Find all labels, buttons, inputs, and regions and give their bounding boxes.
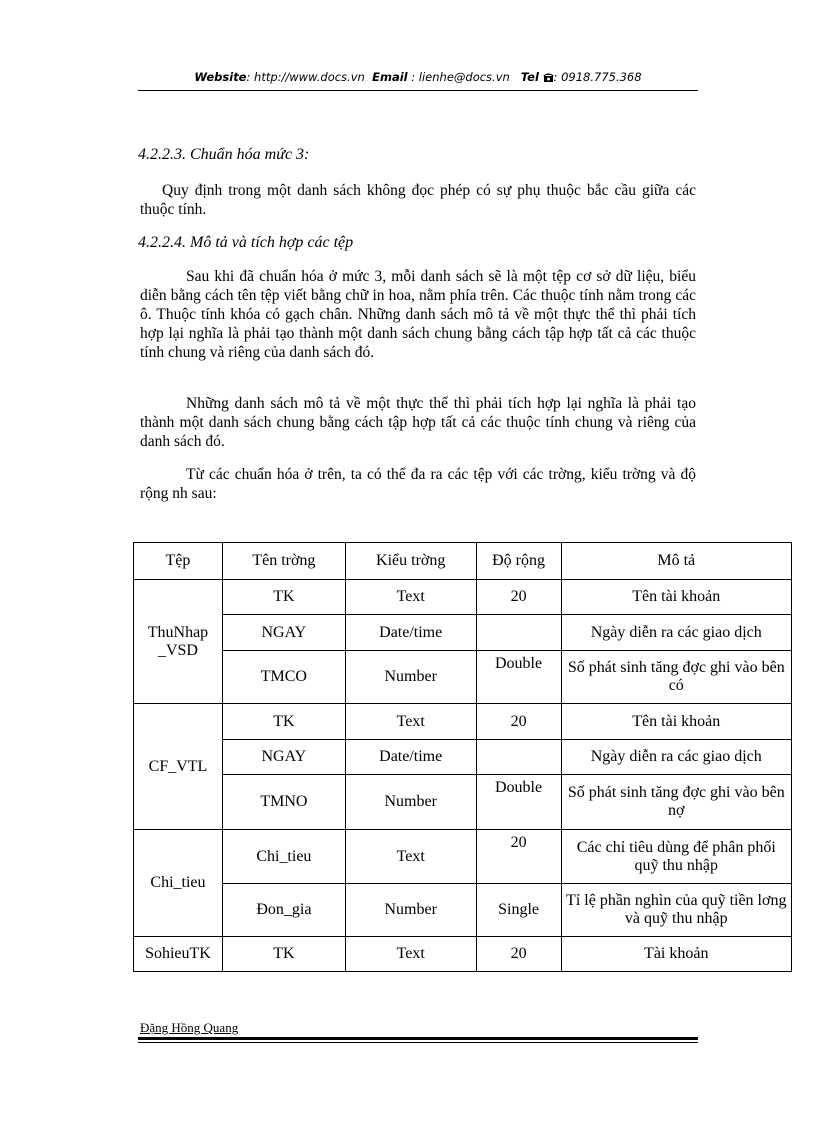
email-label: Email bbox=[372, 70, 408, 84]
description-cell: Tên tài khoản bbox=[561, 580, 791, 615]
email-value: : lienhe@docs.vn bbox=[411, 70, 510, 84]
field-name-cell: TK bbox=[222, 937, 345, 972]
field-name-cell: TMNO bbox=[222, 775, 345, 830]
field-name-cell: TK bbox=[222, 704, 345, 740]
description-cell: Số phát sinh tăng đợc ghi vào bên có bbox=[561, 651, 791, 704]
page-header bbox=[138, 70, 698, 84]
paragraph-1: Sau khi đã chuẩn hóa ở mức 3, mỗi danh sách sẽ là một tệp cơ sở dữ liệu, biểu diễn bằng cách tên tệp viết bằng chữ in hoa, nằm phía trên. Các thuộc tính nằm trong các ô. Thuộc tính khóa có gạch chân. Những danh sách mô tả về một thực thể thì phải tích hợp lại nghĩa là phải tạo thành một danh sách chung bằng cách tập hợp tất cả các thuộc tính chung và riêng của danh sách đó. bbox=[140, 268, 696, 361]
width-cell: 20 bbox=[476, 937, 561, 972]
file-name-cell: SohieuTK bbox=[134, 937, 223, 972]
field-type-cell: Number bbox=[345, 651, 476, 704]
field-name-cell: TMCO bbox=[222, 651, 345, 704]
file-name-cell: CF_VTL bbox=[134, 704, 223, 830]
field-type-cell: Number bbox=[345, 884, 476, 937]
width-cell: 20 bbox=[476, 830, 561, 884]
table-row bbox=[134, 704, 792, 740]
width-cell bbox=[476, 615, 561, 651]
table-row bbox=[134, 884, 792, 937]
field-name-cell: TK bbox=[222, 580, 345, 615]
author-footer: Đặng Hồng Quang bbox=[140, 1020, 239, 1035]
table-row bbox=[134, 651, 792, 704]
header-cell-description: Mô tả bbox=[561, 543, 791, 580]
field-type-cell: Text bbox=[345, 704, 476, 740]
description-cell: Số phát sinh tăng đợc ghi vào bên nợ bbox=[561, 775, 791, 830]
field-name-cell: Chi_tieu bbox=[222, 830, 345, 884]
file-name-cell: Chi_tieu bbox=[134, 830, 223, 937]
field-name-cell: NGAY bbox=[222, 740, 345, 775]
file-name-cell: ThuNhap _VSD bbox=[134, 580, 223, 704]
field-type-cell: Text bbox=[345, 937, 476, 972]
width-cell: Double bbox=[476, 651, 561, 704]
footer-divider-thick bbox=[138, 1037, 698, 1040]
description-cell: Tên tài khoản bbox=[561, 704, 791, 740]
width-cell: Single bbox=[476, 884, 561, 937]
description-cell: Tài khoản bbox=[561, 937, 791, 972]
width-cell: Double bbox=[476, 775, 561, 830]
width-cell: 20 bbox=[476, 704, 561, 740]
paragraph-normalization: Quy định trong một danh sách không đọc phép có sự phụ thuộc bắc cầu giữa các thuộc tính. bbox=[140, 182, 696, 218]
website-value: : http://www.docs.vn bbox=[246, 70, 365, 84]
table-row bbox=[134, 615, 792, 651]
field-type-cell: Number bbox=[345, 775, 476, 830]
paragraph-2: Những danh sách mô tả về một thực thể thì phải tích hợp lại nghĩa là phải tạo thành một danh sách chung bằng cách tập hợp tất cả các thuộc tính chung và riêng của danh sách đó. bbox=[140, 395, 696, 450]
table-row bbox=[134, 937, 792, 972]
table-row bbox=[134, 580, 792, 615]
table-row bbox=[134, 740, 792, 775]
section-heading-4223: 4.2.2.3. Chuẩn hóa mức 3: bbox=[138, 146, 310, 163]
description-cell: Các chỉ tiêu dùng để phân phối quỹ thu nhập bbox=[561, 830, 791, 884]
website-label: Website bbox=[194, 70, 247, 84]
field-type-cell: Text bbox=[345, 580, 476, 615]
field-name-cell: Đon_gia bbox=[222, 884, 345, 937]
field-name-cell: NGAY bbox=[222, 615, 345, 651]
width-cell: 20 bbox=[476, 580, 561, 615]
table-row bbox=[134, 775, 792, 830]
tel-value: : 0918.775.368 bbox=[553, 70, 642, 84]
field-type-cell: Date/time bbox=[345, 615, 476, 651]
header-cell-file: Tệp bbox=[134, 543, 223, 580]
description-cell: Ngày diễn ra các giao dịch bbox=[561, 615, 791, 651]
width-cell bbox=[476, 740, 561, 775]
footer-divider-thin bbox=[138, 1042, 698, 1043]
header-cell-width: Độ rộng bbox=[476, 543, 561, 580]
header-cell-field-name: Tên trờng bbox=[222, 543, 345, 580]
description-cell: Tỉ lệ phần nghìn của quỹ tiền lơng và quỹ thu nhập bbox=[561, 884, 791, 937]
table-header-row bbox=[134, 543, 792, 580]
table-row bbox=[134, 830, 792, 884]
header-divider bbox=[138, 90, 698, 91]
description-cell: Ngày diễn ra các giao dịch bbox=[561, 740, 791, 775]
field-type-cell: Date/time bbox=[345, 740, 476, 775]
section-heading-4224: 4.2.2.4. Mô tả và tích hợp các tệp bbox=[138, 234, 354, 251]
tel-label: Tel bbox=[520, 70, 539, 84]
paragraph-3: Từ các chuẩn hóa ở trên, ta có thể đa ra các tệp với các trờng, kiểu trờng và độ rộng nh sau: bbox=[140, 466, 696, 502]
file-structure-table bbox=[133, 542, 792, 972]
header-cell-field-type: Kiểu trờng bbox=[345, 543, 476, 580]
field-type-cell: Text bbox=[345, 830, 476, 884]
telephone-icon bbox=[543, 72, 554, 82]
